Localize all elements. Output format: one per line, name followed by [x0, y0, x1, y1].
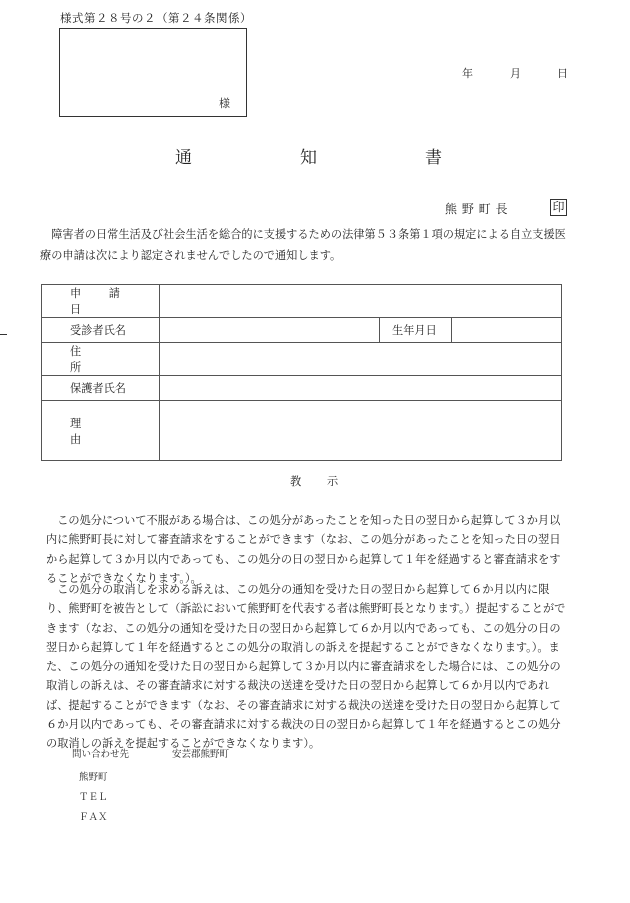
- contact-address: 安芸郡熊野町: [172, 749, 230, 760]
- form-number: 様式第２８号の２（第２４条関係）: [60, 11, 252, 25]
- label-guardian-name: 保護者氏名: [42, 376, 160, 401]
- label-patient-name: 受診者氏名: [42, 318, 160, 343]
- document-title-char-1: 通: [175, 148, 192, 168]
- date-month: 月: [510, 67, 521, 80]
- guardian-name-value: [160, 376, 562, 401]
- table-row: [42, 285, 562, 318]
- label-reason: 理 由: [42, 401, 160, 461]
- reason-value: [160, 401, 562, 461]
- official-seal-box: [550, 199, 567, 216]
- date-day: 日: [557, 67, 568, 80]
- notice-paragraph-review: この処分について不服がある場合は、この処分があったことを知った日の翌日から起算して３か月以内に熊野町長に対して審査請求をすることができます（なお、この処分があったことを知った日の翌日から起算して３か月以内であっても、この処分の日の翌日から起算して１年を経過すると審査請求をすることができなくなります。）。: [46, 514, 561, 585]
- notice-paragraph-lawsuit: この処分の取消しを求める訴えは、この処分の通知を受けた日の翌日から起算して６か月以内に限り、熊野町を被告として（訴訟において熊野町を代表する者は熊野町長となります。）提起することができます（なお、この処分の通知を受けた日の翌日から起算して６か月以内であっても、この処分の日の翌日から起算して１年を経過するとこの処分の取消しの訴えを提起することができなくなります。）。また、この処分の通知を受けた日の翌日から起算して３か月以内に審査請求をした場合には、この処分の取消しの訴えは、その審査請求に対する裁決の送達を受けた日の翌日から起算して６か月以内であれば、提起することができます（なお、その審査請求に対する裁決の送達を受けた日の翌日から起算して６か月以内であっても、その審査請求に対する裁決の日の翌日から起算して１年を経過するとこの処分の取消しの訴えを提起することができなくなります）。: [46, 583, 566, 751]
- intro-text: 障害者の日常生活及び社会生活を総合的に支援するための法律第５３条第１項の規定による自立支援医療の申請は次により認定されませんでしたので通知します。: [40, 228, 566, 262]
- issuer-name: 熊 野 町 長: [445, 202, 508, 216]
- seal-mark: 印: [552, 200, 565, 214]
- birth-date-value: [452, 318, 562, 343]
- document-title-char-2: 知: [300, 148, 317, 168]
- label-birth-date: 生年月日: [380, 318, 452, 343]
- contact-fax: ＦＡＸ: [79, 812, 108, 823]
- addressee-honorific: 様: [219, 97, 230, 110]
- address-value: [160, 343, 562, 376]
- margin-mark: [0, 334, 7, 335]
- label-application-date: 申 請 日: [42, 285, 160, 318]
- table-row: [42, 401, 562, 461]
- table-row: [42, 343, 562, 376]
- info-table: [41, 284, 562, 461]
- instruction-heading-char-2: 示: [327, 475, 339, 488]
- table-row: [42, 318, 562, 343]
- contact-label: 問い合わせ先: [72, 749, 130, 760]
- document-title-char-3: 書: [425, 148, 442, 168]
- date-year: 年: [462, 67, 473, 80]
- label-address: 住 所: [42, 343, 160, 376]
- table-row: [42, 376, 562, 401]
- contact-tel: ＴＥＬ: [79, 792, 108, 803]
- instruction-heading-char-1: 教: [290, 475, 302, 488]
- contact-office: 熊野町: [79, 772, 108, 783]
- patient-name-value: [160, 318, 380, 343]
- application-date-value: [160, 285, 562, 318]
